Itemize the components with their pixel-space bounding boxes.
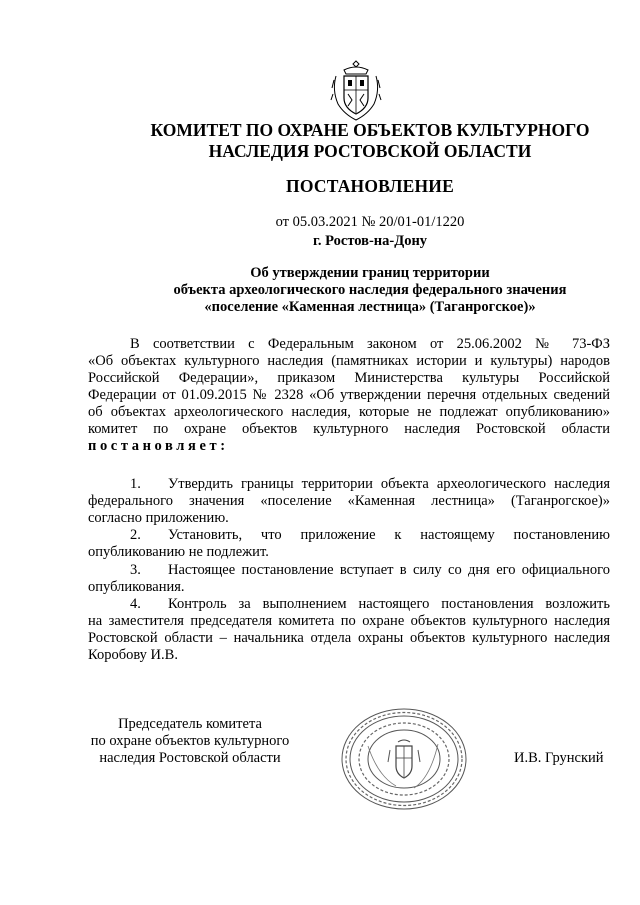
item-text: Контроль за выполнением настоящего постановления возложить	[168, 596, 610, 612]
item-text-line: на заместителя председателя комитета по охране объектов культурного наследия	[88, 613, 610, 629]
official-stamp-seal	[338, 706, 470, 812]
item-number: 4.	[130, 596, 141, 612]
preamble-line: об объектах археологического наследия, которые не подлежат опубликованию»	[88, 404, 610, 420]
subject-line1: Об утверждении границ территории	[250, 265, 490, 281]
list-item	[88, 596, 610, 613]
preamble-line: комитет по охране объектов культурного наследия Ростовской области	[88, 421, 610, 437]
signatory-title-line: Председатель комитета	[118, 716, 262, 732]
organization-name-line2: НАСЛЕДИЯ РОСТОВСКОЙ ОБЛАСТИ	[208, 141, 532, 161]
organization-name-line1: КОМИТЕТ ПО ОХРАНЕ ОБЪЕКТОВ КУЛЬТУРНОГО	[150, 120, 590, 140]
item-text-line: Ростовской области – начальника отдела охраны объектов культурного наследия	[88, 630, 610, 646]
item-text: Утвердить границы территории объекта археологического наследия	[168, 476, 610, 492]
list-item	[88, 527, 610, 544]
list-item	[88, 562, 610, 579]
signatory-name: И.В. Грунский	[514, 750, 604, 766]
list-item	[88, 476, 610, 493]
document-type: ПОСТАНОВЛЕНИЕ	[286, 176, 454, 196]
preamble-line: В соответствии с Федеральным законом от 25.06.2002 № 73-ФЗ	[130, 336, 610, 352]
item-text-line: Коробову И.В.	[88, 647, 178, 663]
document-date-number: от 05.03.2021 № 20/01-01/1220	[275, 214, 465, 230]
signatory-title-line: наследия Ростовской области	[99, 750, 281, 766]
item-text-line: опубликования.	[88, 579, 185, 595]
item-text: Установить, что приложение к настоящему постановлению	[168, 527, 610, 543]
coat-of-arms-emblem	[330, 60, 382, 122]
subject-line2: объекта археологического наследия федерального значения	[173, 282, 567, 298]
item-text-line: федерального значения «поселение «Каменная лестница» (Таганрогское)»	[88, 493, 610, 509]
decree-word: постановляет:	[88, 438, 229, 454]
preamble-line: Российской Федерации», приказом Министерства культуры Российской	[88, 370, 610, 386]
item-text-line: опубликованию не подлежит.	[88, 544, 269, 560]
item-number: 1.	[130, 476, 141, 492]
item-text: Настоящее постановление вступает в силу со дня его официального	[168, 562, 610, 578]
item-number: 2.	[130, 527, 141, 543]
signatory-title	[80, 716, 300, 767]
item-number: 3.	[130, 562, 141, 578]
preamble-line: Федерации от 01.09.2015 № 2328 «Об утверждении перечня отдельных сведений	[88, 387, 610, 403]
subject-line3: «поселение «Каменная лестница» (Таганрогское)»	[204, 299, 536, 315]
document-city: г. Ростов-на-Дону	[312, 233, 428, 249]
signatory-title-line: по охране объектов культурного	[90, 733, 290, 749]
item-text-line: согласно приложению.	[88, 510, 229, 526]
preamble-line: «Об объектах культурного наследия (памятниках истории и культуры) народов	[88, 353, 610, 369]
